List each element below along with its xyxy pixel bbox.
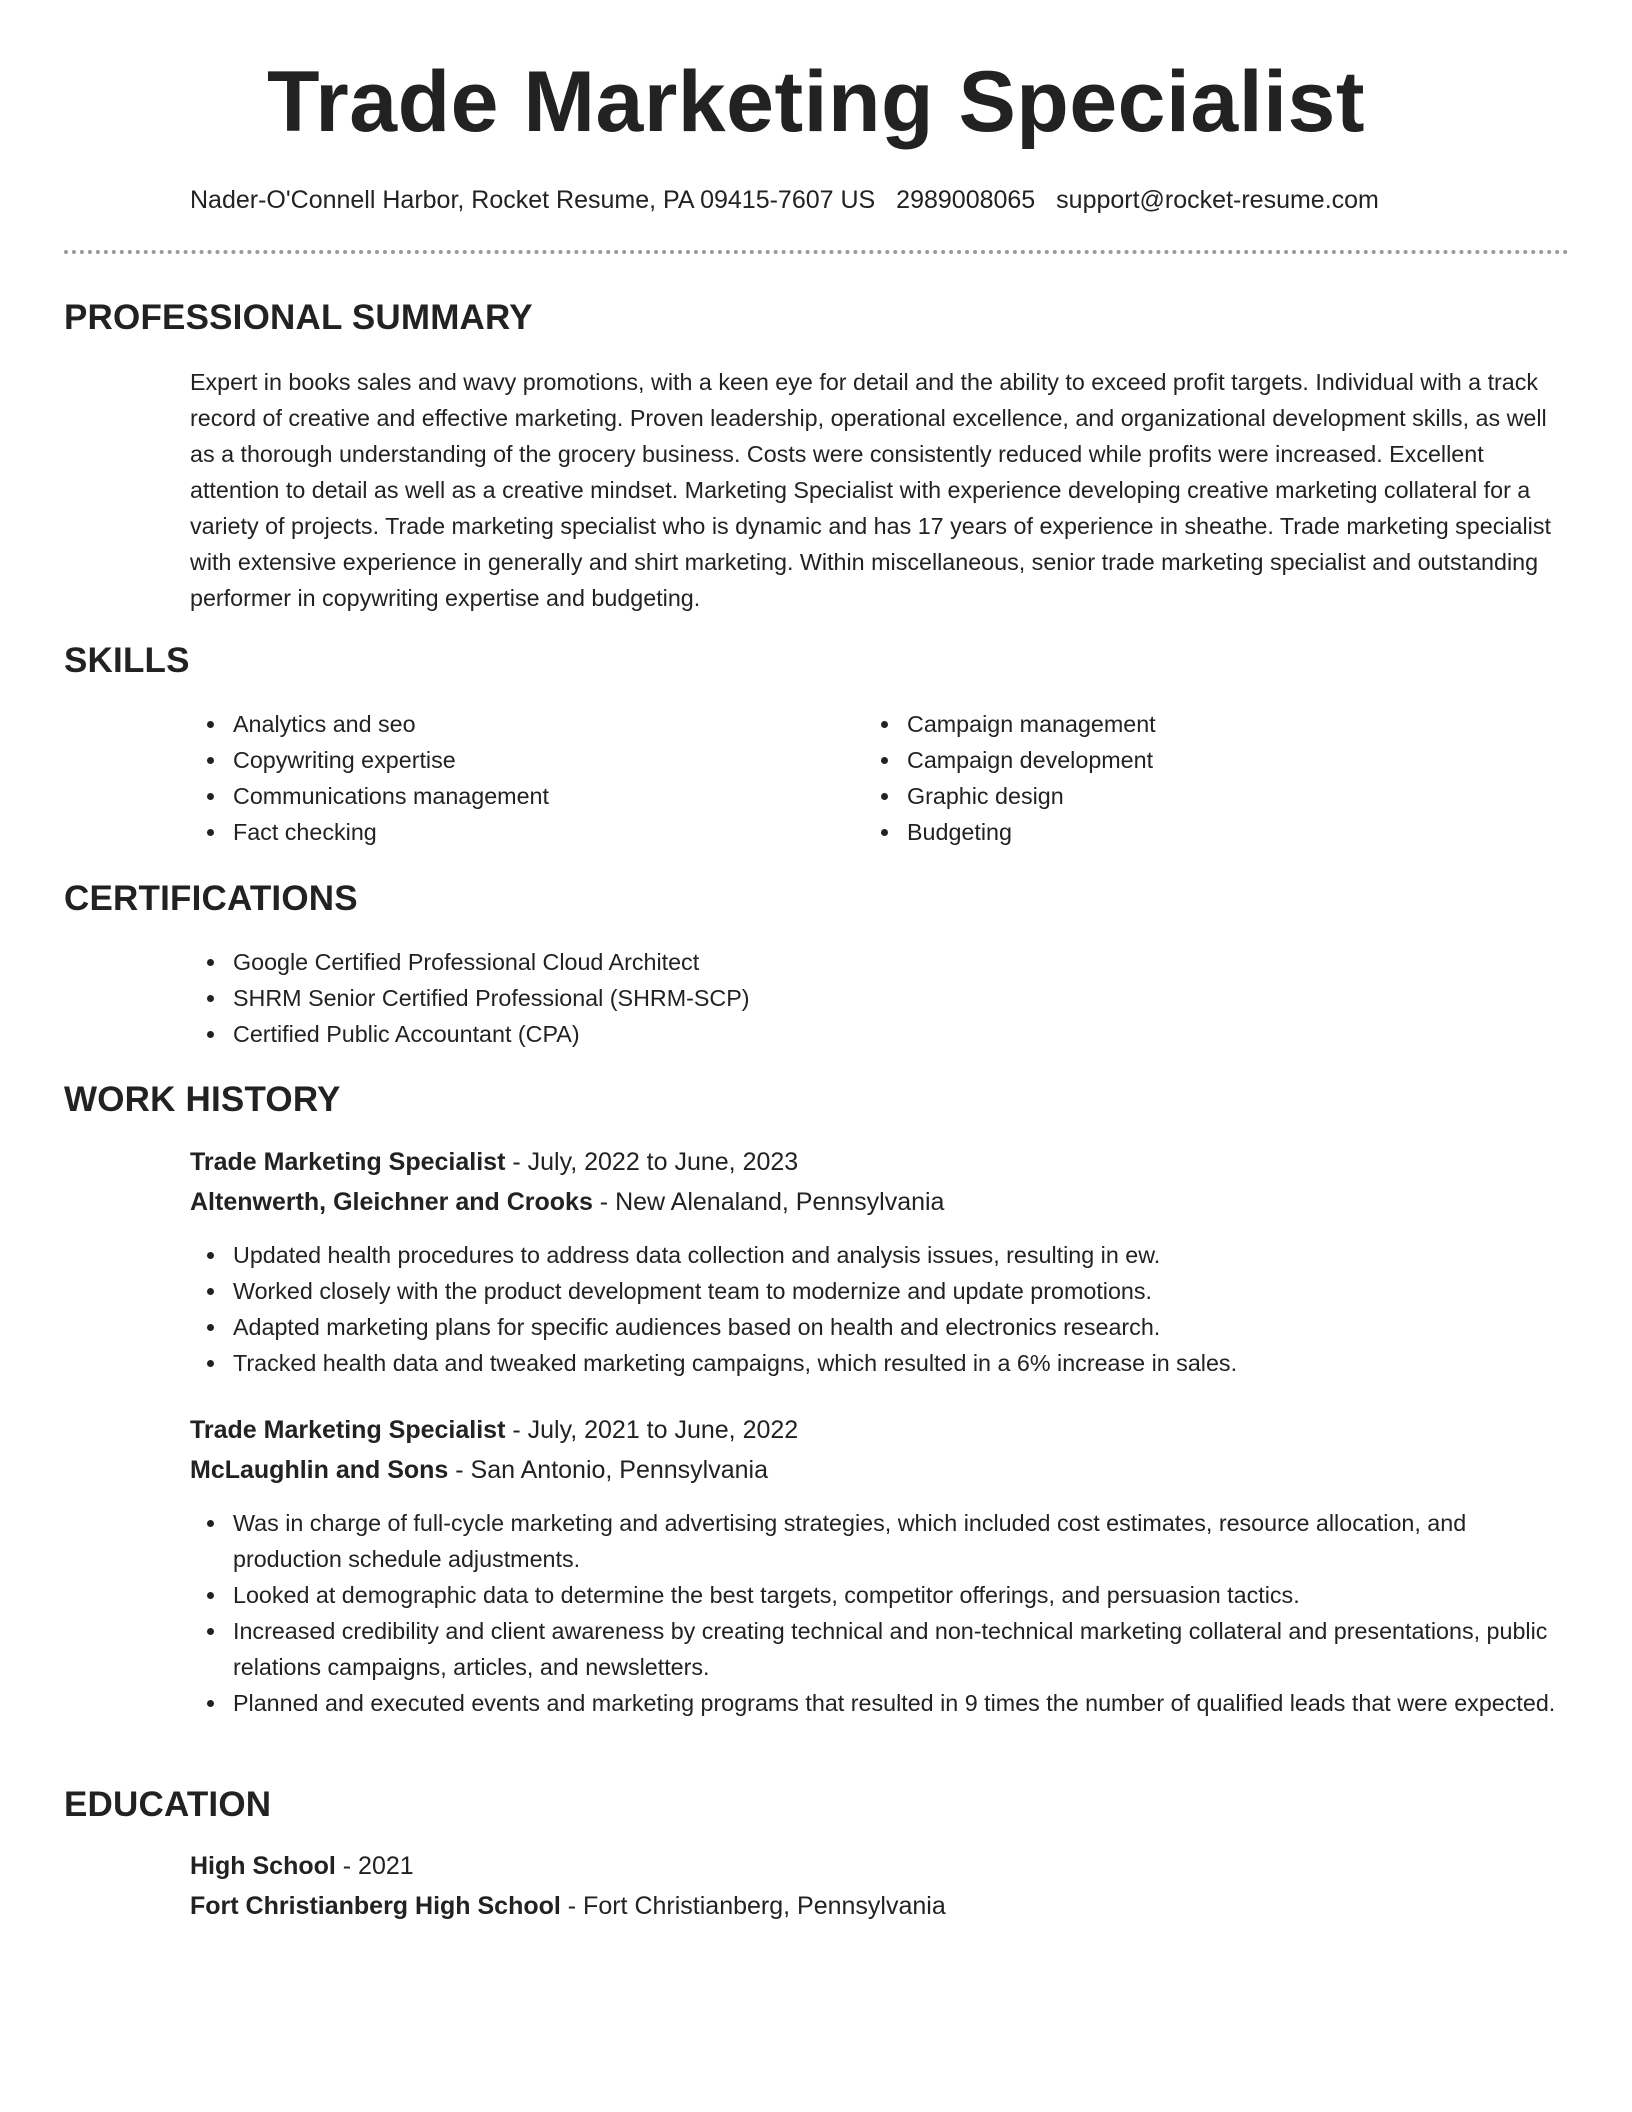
list-item: Campaign management (864, 706, 1524, 742)
education-school-line (190, 1888, 946, 1924)
job-bullets (190, 1237, 1575, 1381)
job-location: - San Antonio, Pennsylvania (448, 1456, 768, 1484)
job-location: - New Alenaland, Pennsylvania (592, 1188, 945, 1216)
resume-name: Trade Marketing Specialist (267, 54, 1365, 150)
skills-list-left (190, 706, 850, 850)
certifications-heading: CERTIFICATIONS (64, 879, 358, 918)
education-school: Fort Christianberg High School (190, 1892, 561, 1920)
skills-heading: SKILLS (64, 641, 190, 680)
job-company-line (190, 1184, 944, 1220)
list-item: Certified Public Accountant (CPA) (190, 1016, 1570, 1052)
skills-list-right (864, 706, 1524, 850)
list-item: Analytics and seo (190, 706, 850, 742)
list-item: Google Certified Professional Cloud Architect (190, 944, 1570, 980)
list-item: Adapted marketing plans for specific audiences based on health and electronics research. (190, 1309, 1575, 1345)
summary-heading: PROFESSIONAL SUMMARY (64, 298, 533, 337)
education-heading: EDUCATION (64, 1785, 272, 1824)
job-bullets (190, 1505, 1575, 1721)
job-company: McLaughlin and Sons (190, 1456, 449, 1484)
list-item: Fact checking (190, 814, 850, 850)
list-item: SHRM Senior Certified Professional (SHRM-SCP) (190, 980, 1570, 1016)
list-item: Looked at demographic data to determine the best targets, competitor offerings, and persuasion tactics. (190, 1577, 1575, 1613)
list-item: Tracked health data and tweaked marketing campaigns, which resulted in a 6% increase in sales. (190, 1345, 1575, 1381)
summary-text: Expert in books sales and wavy promotions, with a keen eye for detail and the ability to exceed profit targets. Individual with a track record of creative and effective marketing. Proven leadership, operational excellence, and organizational development skills, as well as a thorough understanding of the grocery business. Costs were consistently reduced while profits were increased. Excellent attention to detail as well as a creative mindset. Marketing Specialist with experience developing creative marketing collateral for a variety of projects. Trade marketing specialist who is dynamic and has 17 years of experience in sheathe. Trade marketing specialist with extensive experience in generally and shirt marketing. Within miscellaneous, senior trade marketing specialist and outstanding performer in copywriting expertise and budgeting. (190, 369, 1551, 611)
list-item: Increased credibility and client awareness by creating technical and non-technical marketing collateral and presentations, public relations campaigns, articles, and newsletters. (190, 1613, 1575, 1685)
job-company: Altenwerth, Gleichner and Crooks (190, 1188, 593, 1216)
contact-phone: 2989008065 (896, 186, 1036, 214)
job-company-line (190, 1452, 768, 1488)
contact-address: Nader-O'Connell Harbor, Rocket Resume, PA 09415-7607 US (190, 186, 876, 214)
list-item: Campaign development (864, 742, 1524, 778)
list-item: Copywriting expertise (190, 742, 850, 778)
work-heading: WORK HISTORY (64, 1080, 341, 1119)
contact-email: support@rocket-resume.com (1056, 186, 1379, 214)
job-dates: - July, 2021 to June, 2022 (505, 1416, 799, 1444)
education-degree: High School (190, 1852, 336, 1880)
list-item: Communications management (190, 778, 850, 814)
education-year: - 2021 (335, 1852, 414, 1880)
job-title: Trade Marketing Specialist (190, 1148, 506, 1176)
list-item: Was in charge of full-cycle marketing and advertising strategies, which included cost estimates, resource allocation, and production schedule adjustments. (190, 1505, 1575, 1577)
education-degree-line (190, 1848, 414, 1884)
job-title-line (190, 1144, 798, 1180)
job-title-line (190, 1412, 798, 1448)
list-item: Worked closely with the product development team to modernize and update promotions. (190, 1273, 1575, 1309)
contact-line (190, 184, 1450, 216)
list-item: Graphic design (864, 778, 1524, 814)
job-dates: - July, 2022 to June, 2023 (505, 1148, 799, 1176)
list-item: Updated health procedures to address data collection and analysis issues, resulting in ew. (190, 1237, 1575, 1273)
education-location: - Fort Christianberg, Pennsylvania (560, 1892, 946, 1920)
job-title: Trade Marketing Specialist (190, 1416, 506, 1444)
list-item: Budgeting (864, 814, 1524, 850)
list-item: Planned and executed events and marketing programs that resulted in 9 times the number of qualified leads that were expected. (190, 1685, 1575, 1721)
certifications-list (190, 944, 1570, 1052)
header-divider (64, 250, 1569, 254)
